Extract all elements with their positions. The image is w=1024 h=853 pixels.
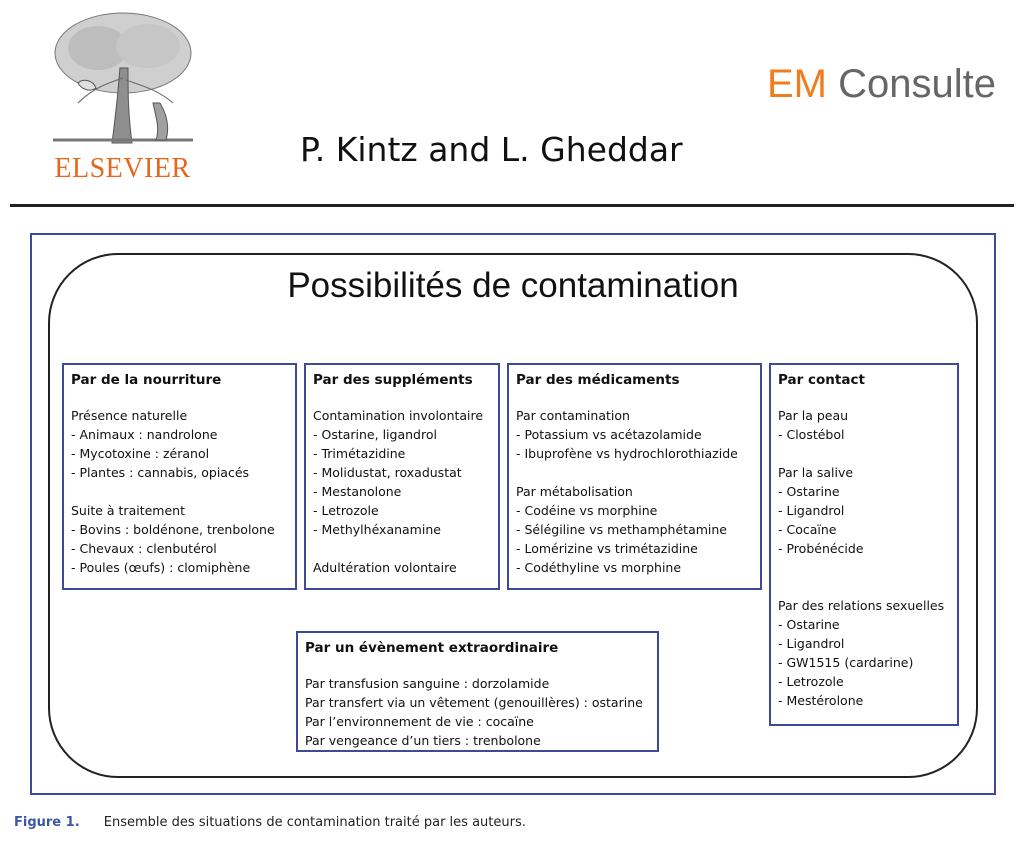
list-item: - Molidustat, roxadustat <box>313 465 462 480</box>
group-title: Par contamination <box>516 408 630 423</box>
list-item: - Letrozole <box>313 503 379 518</box>
list-item: - Ostarine <box>778 484 840 499</box>
elsevier-wordmark: ELSEVIER <box>54 153 191 184</box>
list-item: - Poules (œufs) : clomiphène <box>71 560 251 575</box>
elsevier-logo <box>40 8 205 183</box>
list-item: Par transfusion sanguine : dorzolamide <box>305 676 550 691</box>
box-medications <box>507 363 762 590</box>
list-item: - Animaux : nandrolone <box>71 427 218 442</box>
group-title: Par la salive <box>778 465 854 480</box>
group-title: Présence naturelle <box>71 408 188 423</box>
brand-consulte: Consulte <box>838 62 996 106</box>
box-contact <box>769 363 959 726</box>
list-item: - Ostarine, ligandrol <box>313 427 437 442</box>
figure-label: Figure 1. <box>14 815 80 830</box>
list-item: Par l’environnement de vie : cocaïne <box>305 714 534 729</box>
box-heading: Par des médicaments <box>516 372 680 388</box>
list-item: - Potassium vs acétazolamide <box>516 427 702 442</box>
group-title: Adultération volontaire <box>313 560 457 575</box>
em-consulte-logo <box>767 62 996 107</box>
list-item: - Codéine vs morphine <box>516 503 658 518</box>
figure-caption <box>14 815 526 830</box>
list-item: - Ligandrol <box>778 503 845 518</box>
authors: P. Kintz and L. Gheddar <box>300 130 683 169</box>
list-item: - Ibuprofène vs hydrochlorothiazide <box>516 446 738 461</box>
list-item: - Mycotoxine : zéranol <box>71 446 210 461</box>
list-item: - Ostarine <box>778 617 840 632</box>
box-heading: Par contact <box>778 372 865 388</box>
box-heading: Par de la nourriture <box>71 372 222 388</box>
list-item: - Clostébol <box>778 427 845 442</box>
elsevier-tree-icon <box>48 8 198 153</box>
list-item: - Trimétazidine <box>313 446 406 461</box>
figure-title: Possibilités de contamination <box>287 266 739 305</box>
list-item: Par vengeance d’un tiers : trenbolone <box>305 733 541 748</box>
box-extraordinary-event <box>296 631 659 752</box>
caption-text: Ensemble des situations de contamination traité par les auteurs. <box>103 815 526 830</box>
box-supplements <box>304 363 500 590</box>
group-title: Suite à traitement <box>71 503 185 518</box>
list-item: - Chevaux : clenbutérol <box>71 541 217 556</box>
list-item: Par transfert via un vêtement (genouillères) : ostarine <box>305 695 643 710</box>
list-item: - Mestérolone <box>778 693 864 708</box>
group-title: Par métabolisation <box>516 484 633 499</box>
brand-em: EM <box>767 62 827 106</box>
header-divider <box>10 204 1014 207</box>
list-item: - Lomérizine vs trimétazidine <box>516 541 698 556</box>
box-heading: Par un évènement extraordinaire <box>305 640 559 656</box>
list-item: - Probénécide <box>778 541 864 556</box>
list-item: - Plantes : cannabis, opiacés <box>71 465 250 480</box>
group-title: Contamination involontaire <box>313 408 484 423</box>
list-item: - GW1515 (cardarine) <box>778 655 914 670</box>
list-item: - Bovins : boldénone, trenbolone <box>71 522 275 537</box>
list-item: - Sélégiline vs methamphétamine <box>516 522 727 537</box>
list-item: - Ligandrol <box>778 636 845 651</box>
group-title: Par la peau <box>778 408 849 423</box>
list-item: - Cocaïne <box>778 522 837 537</box>
box-heading: Par des suppléments <box>313 372 473 388</box>
list-item: - Codéthyline vs morphine <box>516 560 682 575</box>
box-food <box>62 363 297 590</box>
list-item: - Letrozole <box>778 674 844 689</box>
list-item: - Mestanolone <box>313 484 402 499</box>
group-title: Par des relations sexuelles <box>778 598 945 613</box>
list-item: - Methylhéxanamine <box>313 522 441 537</box>
